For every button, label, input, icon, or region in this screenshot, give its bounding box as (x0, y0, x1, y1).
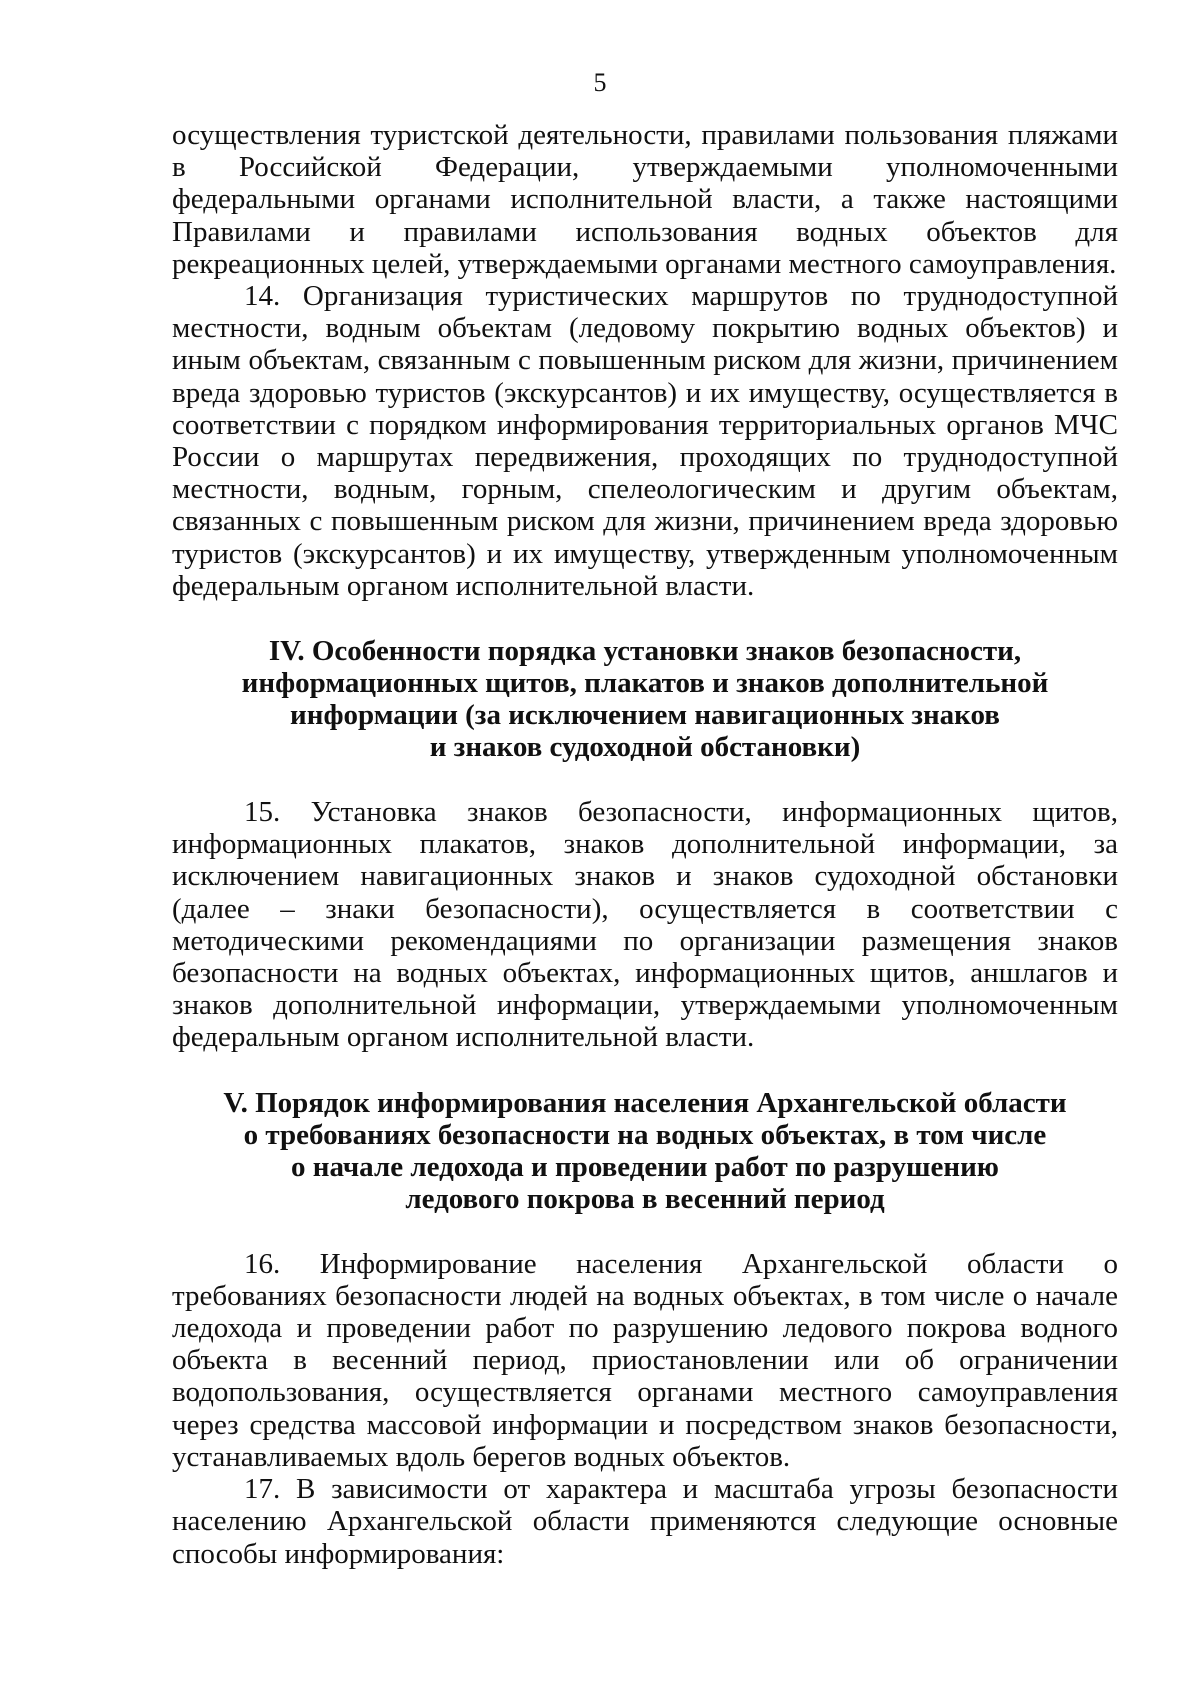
page-number: 5 (593, 68, 607, 97)
section-4-heading-line: информации (за исключением навигационных знаков (290, 699, 1000, 732)
paragraph-16: 16. Информирование населения Архангельской области о требованиях безопасности людей на водных объектах, в том числе о начале ледохода и проведении работ по разрушению ледового покрова водного объекта в весенний период, приостановлении или об ограничении водопользования, осуществляется органами местного самоуправления через средства массовой информации и посредством знаков безопасности, устанавливаемых вдоль берегов водных объектов. (172, 1247, 1118, 1473)
paragraph-14: 14. Организация туристических маршрутов по труднодоступной местности, водным объектам (ледовому покрытию водных объектов) и иным объектам, связанным с повышенным риском для жизни, причинением вреда здоровью туристов (экскурсантов) и их имуществу, осуществляется в соответствии с порядком информирования территориальных органов МЧС России о маршрутах передвижения, проходящих по труднодоступной местности, водным, горным, спелеологическим и другим объектам, связанных с повышенным риском для жизни, причинением вреда здоровью туристов (экскурсантов) и их имуществу, утвержденным уполномоченным федеральным органом исполнительной власти. (172, 280, 1118, 602)
section-5-heading-line: о требованиях безопасности на водных объектах, в том числе (243, 1118, 1047, 1151)
section-5-heading-line: V. Порядок информирования населения Архангельской области (223, 1086, 1067, 1119)
paragraph-13-continuation: осуществления туристской деятельности, правилами пользования пляжами в Российской Федерации, утверждаемыми уполномоченными федеральными органами исполнительной власти, а также настоящими Правилами и правилами использования водных объектов для рекреационных целей, утверждаемыми органами местного самоуправления. (172, 119, 1118, 280)
section-4-heading-line: и знаков судоходной обстановки) (429, 731, 861, 764)
paragraph-17: 17. В зависимости от характера и масштаба угрозы безопасности населению Архангельской области применяются следующие основные способы информирования: (172, 1473, 1118, 1570)
section-4-heading-line: информационных щитов, плакатов и знаков дополнительной (241, 667, 1049, 700)
document-body (172, 119, 1118, 1570)
section-4-heading (172, 635, 1118, 763)
section-5-heading-line: о начале ледохода и проведении работ по разрушению (291, 1150, 999, 1183)
section-4-heading-line: IV. Особенности порядка установки знаков безопасности, (268, 635, 1022, 668)
section-5-heading-line: ледового покрова в весенний период (405, 1182, 885, 1215)
paragraph-15: 15. Установка знаков безопасности, информационных щитов, информационных плакатов, знаков дополнительной информации, за исключением навигационных знаков и знаков судоходной обстановки (далее – знаки безопасности), осуществляется в соответствии с методическими рекомендациями по организации размещения знаков безопасности на водных объектах, информационных щитов, аншлагов и знаков дополнительной информации, утверждаемыми уполномоченным федеральным органом исполнительной власти. (172, 796, 1118, 1054)
section-5-heading (172, 1087, 1118, 1215)
